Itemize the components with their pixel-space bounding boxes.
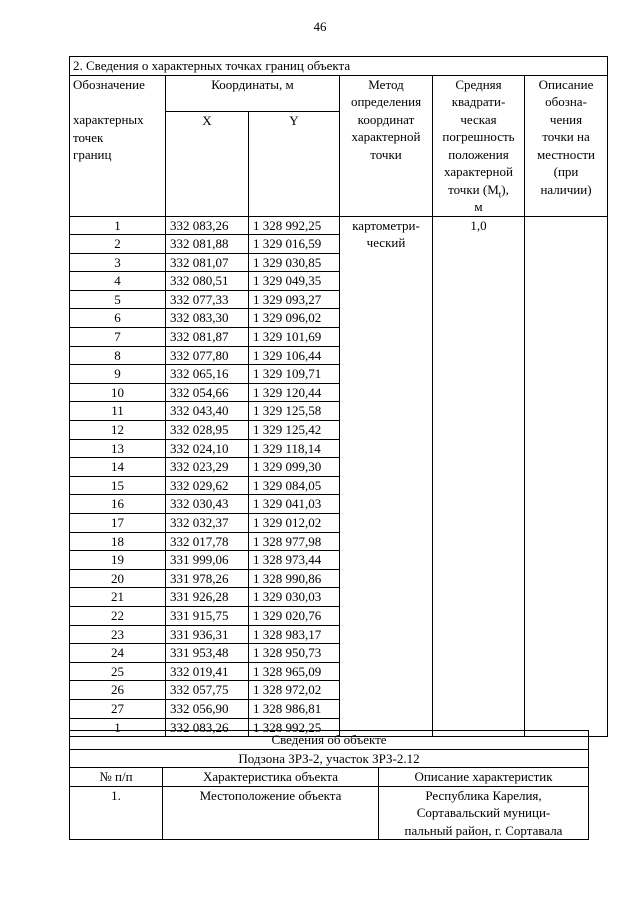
point-x: 332 029,62 <box>166 476 249 495</box>
header-designation-cont: характерных точек границ <box>70 111 166 216</box>
header-method: Метод определения координат характерной точки <box>340 75 433 216</box>
point-y: 1 329 099,30 <box>249 458 340 477</box>
table1-title: 2. Сведения о характерных точках границ объекта <box>70 57 608 76</box>
point-number: 4 <box>70 272 166 291</box>
point-y: 1 328 977,98 <box>249 532 340 551</box>
point-y: 1 328 973,44 <box>249 551 340 570</box>
point-y: 1 329 093,27 <box>249 290 340 309</box>
table2-title: Сведения об объекте <box>70 731 589 750</box>
point-x: 332 081,88 <box>166 235 249 254</box>
point-x: 332 019,41 <box>166 662 249 681</box>
point-x: 331 915,75 <box>166 606 249 625</box>
header-number: № п/п <box>70 768 163 787</box>
point-y: 1 328 972,02 <box>249 681 340 700</box>
point-number: 20 <box>70 569 166 588</box>
point-number: 8 <box>70 346 166 365</box>
point-x: 332 083,30 <box>166 309 249 328</box>
point-number: 26 <box>70 681 166 700</box>
point-y: 1 329 120,44 <box>249 383 340 402</box>
point-number: 18 <box>70 532 166 551</box>
point-number: 1 <box>70 718 166 737</box>
point-y: 1 329 096,02 <box>249 309 340 328</box>
row-characteristic: Местоположение объекта <box>163 786 379 840</box>
point-y: 1 329 049,35 <box>249 272 340 291</box>
point-number: 9 <box>70 365 166 384</box>
point-number: 15 <box>70 476 166 495</box>
point-x: 331 999,06 <box>166 551 249 570</box>
header-y: Y <box>249 111 340 216</box>
point-x: 332 081,07 <box>166 253 249 272</box>
point-number: 17 <box>70 514 166 533</box>
point-y: 1 328 983,17 <box>249 625 340 644</box>
point-y: 1 328 992,25 <box>249 216 340 235</box>
header-designation: Обозначение <box>70 75 166 111</box>
point-number: 14 <box>70 458 166 477</box>
point-x: 332 017,78 <box>166 532 249 551</box>
point-number: 22 <box>70 606 166 625</box>
header-coordinates: Координаты, м <box>166 75 340 111</box>
point-y: 1 329 016,59 <box>249 235 340 254</box>
point-x: 332 083,26 <box>166 718 249 737</box>
point-x: 332 080,51 <box>166 272 249 291</box>
point-number: 6 <box>70 309 166 328</box>
point-number: 19 <box>70 551 166 570</box>
point-y: 1 329 125,58 <box>249 402 340 421</box>
point-number: 24 <box>70 644 166 663</box>
row-number: 1. <box>70 786 163 840</box>
table2-subtitle: Подзона ЗРЗ-2, участок ЗРЗ-2.12 <box>70 749 589 768</box>
header-characteristic: Характеристика объекта <box>163 768 379 787</box>
table-row <box>70 216 608 235</box>
point-number: 13 <box>70 439 166 458</box>
header-x: X <box>166 111 249 216</box>
point-number: 2 <box>70 235 166 254</box>
point-y: 1 328 990,86 <box>249 569 340 588</box>
point-number: 12 <box>70 421 166 440</box>
boundary-points-table <box>69 56 608 737</box>
point-y: 1 329 012,02 <box>249 514 340 533</box>
point-y: 1 329 106,44 <box>249 346 340 365</box>
point-x: 332 077,80 <box>166 346 249 365</box>
point-x: 332 032,37 <box>166 514 249 533</box>
point-number: 16 <box>70 495 166 514</box>
accuracy-value: 1,0 <box>433 216 525 737</box>
point-x: 332 083,26 <box>166 216 249 235</box>
point-y: 1 329 041,03 <box>249 495 340 514</box>
point-y: 1 329 125,42 <box>249 421 340 440</box>
point-number: 25 <box>70 662 166 681</box>
point-y: 1 329 030,03 <box>249 588 340 607</box>
point-number: 1 <box>70 216 166 235</box>
point-y: 1 328 986,81 <box>249 699 340 718</box>
point-y: 1 328 950,73 <box>249 644 340 663</box>
point-number: 27 <box>70 699 166 718</box>
point-x: 332 030,43 <box>166 495 249 514</box>
description-value <box>525 216 608 737</box>
point-number: 11 <box>70 402 166 421</box>
point-number: 7 <box>70 328 166 347</box>
point-y: 1 329 030,85 <box>249 253 340 272</box>
method-value: картометри- ческий <box>340 216 433 737</box>
point-x: 332 056,90 <box>166 699 249 718</box>
point-y: 1 329 084,05 <box>249 476 340 495</box>
point-x: 331 936,31 <box>166 625 249 644</box>
point-y: 1 329 109,71 <box>249 365 340 384</box>
row-description: Республика Карелия, Сортавальский муници- пальный район, г. Сортавала <box>379 786 589 840</box>
point-y: 1 329 101,69 <box>249 328 340 347</box>
point-number: 5 <box>70 290 166 309</box>
point-x: 331 978,26 <box>166 569 249 588</box>
point-x: 332 065,16 <box>166 365 249 384</box>
point-number: 3 <box>70 253 166 272</box>
object-info-table <box>69 730 589 840</box>
point-number: 23 <box>70 625 166 644</box>
point-x: 332 054,66 <box>166 383 249 402</box>
point-number: 21 <box>70 588 166 607</box>
point-y: 1 328 992,25 <box>249 718 340 737</box>
point-y: 1 329 020,76 <box>249 606 340 625</box>
point-x: 332 023,29 <box>166 458 249 477</box>
header-characteristics-description: Описание характеристик <box>379 768 589 787</box>
header-accuracy: Средняя квадрати- ческая погрешность положения характерной точки $(M_t)$, м <box>433 75 525 216</box>
point-x: 332 043,40 <box>166 402 249 421</box>
point-x: 332 057,75 <box>166 681 249 700</box>
point-number: 10 <box>70 383 166 402</box>
point-x: 331 926,28 <box>166 588 249 607</box>
header-description: Описание обозна- чения точки на местности (при наличии) <box>525 75 608 216</box>
point-x: 332 077,33 <box>166 290 249 309</box>
point-x: 332 024,10 <box>166 439 249 458</box>
page-number: 46 <box>313 19 327 34</box>
point-x: 332 028,95 <box>166 421 249 440</box>
point-y: 1 328 965,09 <box>249 662 340 681</box>
point-y: 1 329 118,14 <box>249 439 340 458</box>
point-x: 331 953,48 <box>166 644 249 663</box>
point-x: 332 081,87 <box>166 328 249 347</box>
